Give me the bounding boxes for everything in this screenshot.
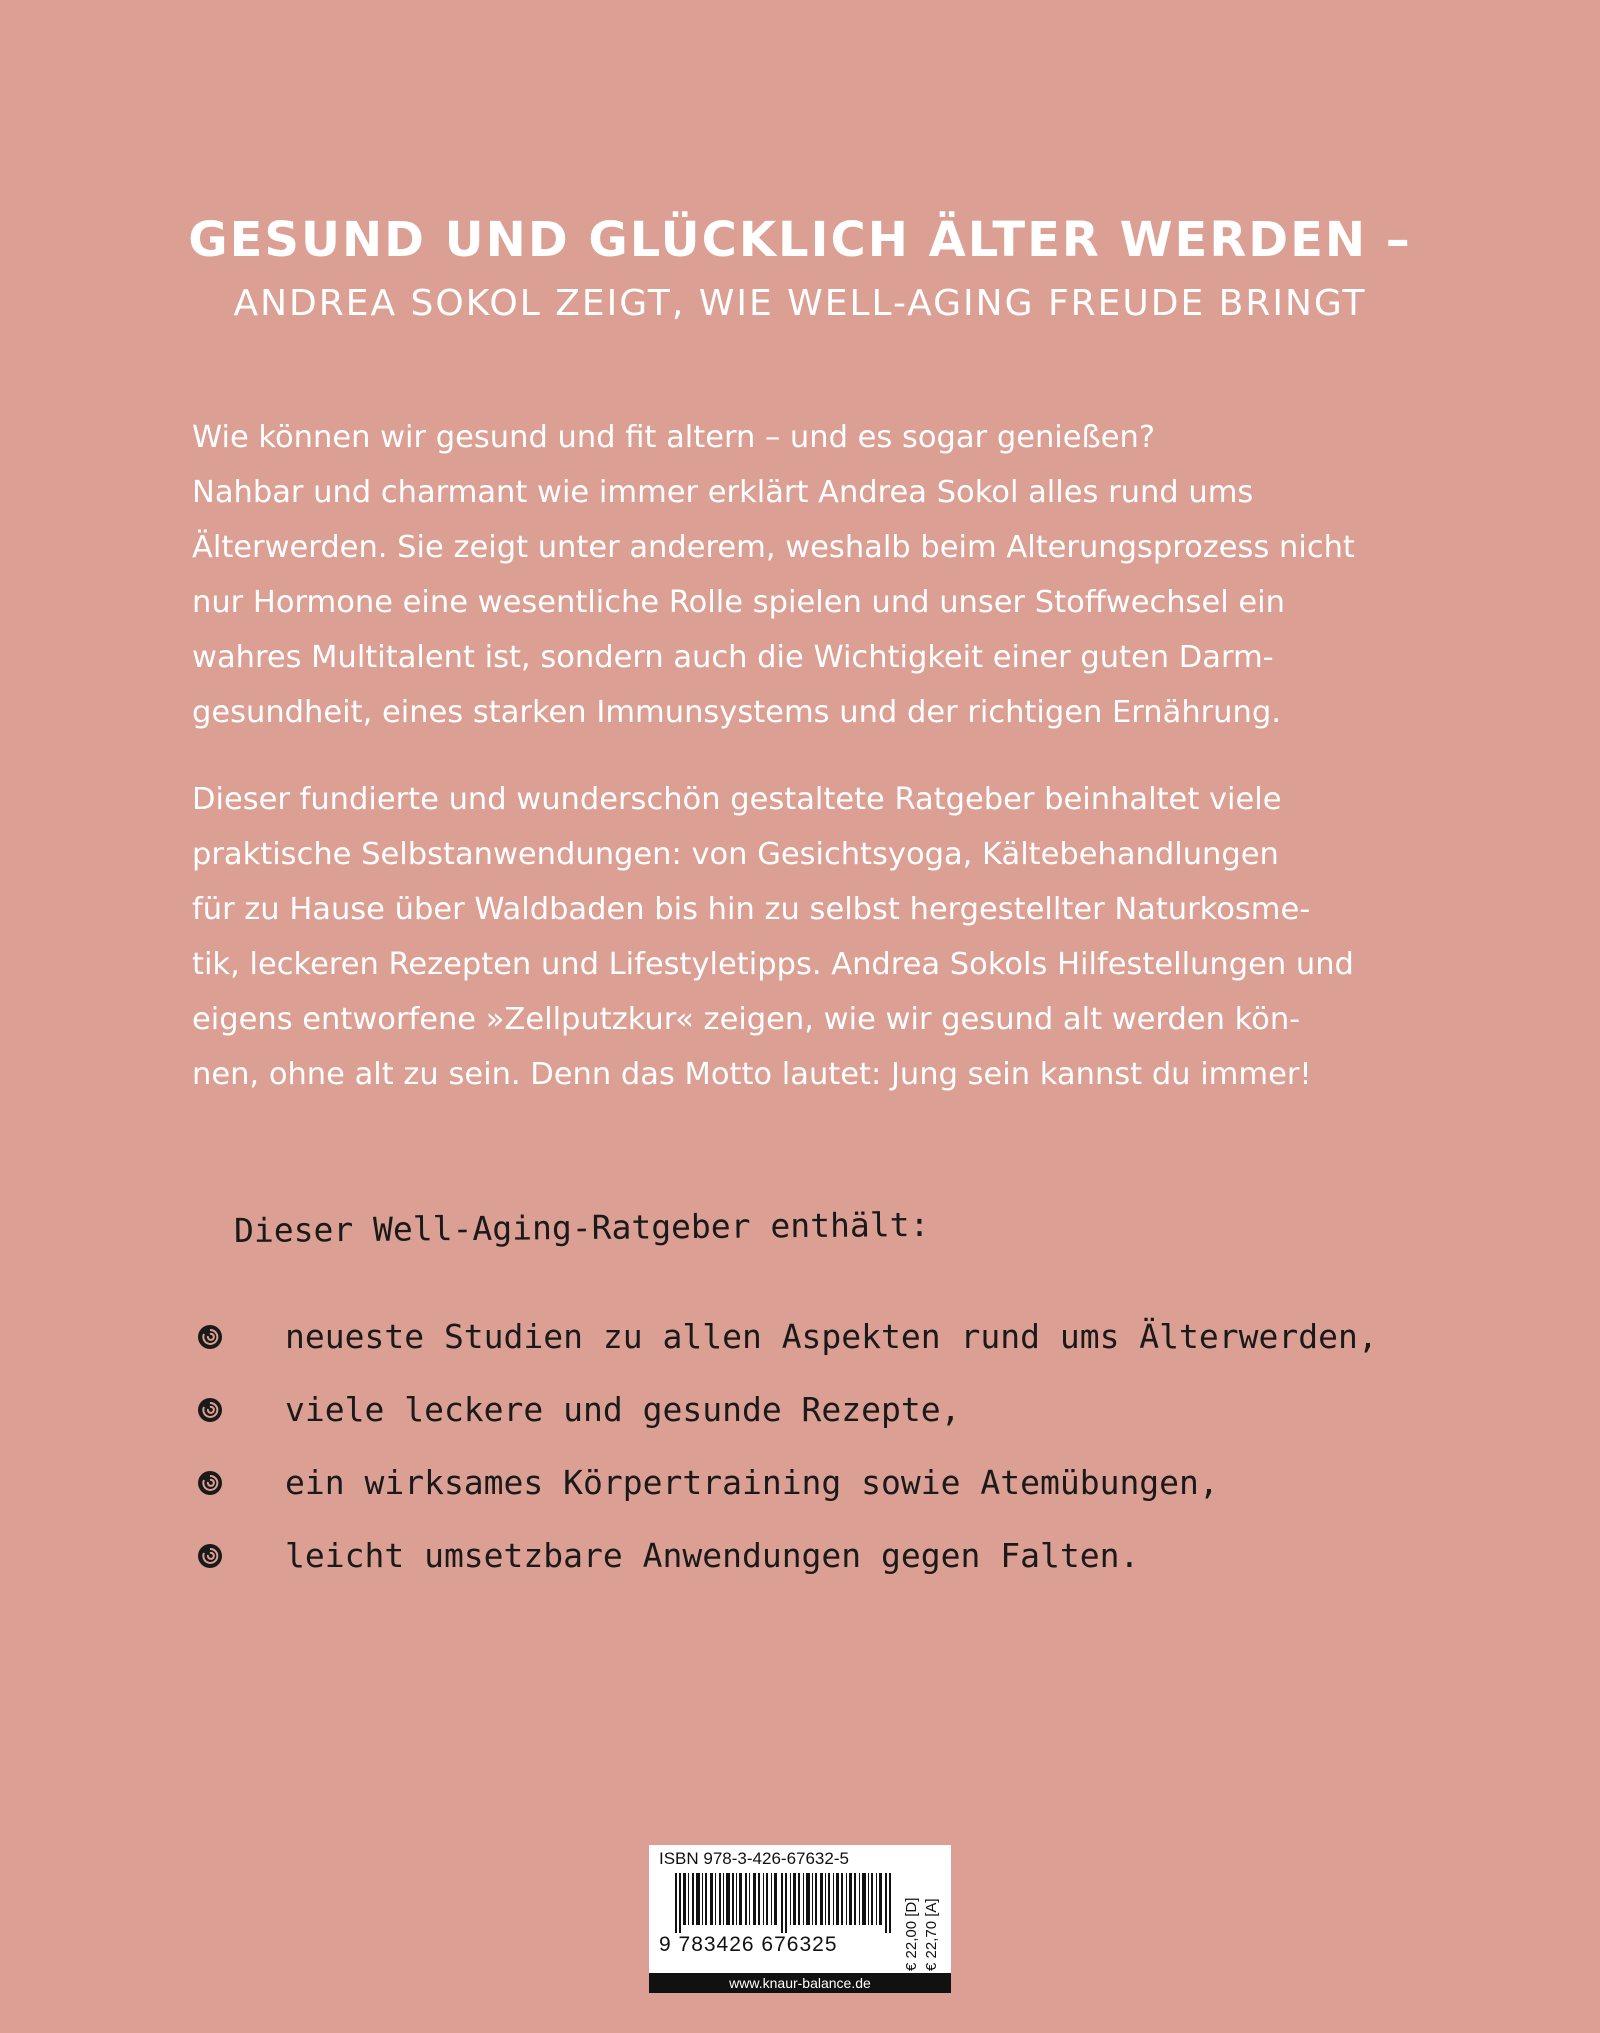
price-block bbox=[899, 1873, 949, 1973]
isbn-label: ISBN 978-3-426-67632-5 bbox=[659, 1849, 849, 1868]
text-line: Nahbar und charmant wie immer erklärt Andrea Sokol alles rund ums bbox=[192, 475, 1254, 510]
list-item-text: leicht umsetzbare Anwendungen gegen Falten. bbox=[285, 1536, 1140, 1575]
contents-list bbox=[195, 1300, 1378, 1592]
list-item bbox=[195, 1519, 1378, 1592]
price-austria: € 22,70 [A] bbox=[923, 1898, 940, 1971]
price-germany: € 22,00 [D] bbox=[903, 1897, 920, 1971]
text-line: nur Hormone eine wesentliche Rolle spielen und unser Stoffwechsel ein bbox=[192, 585, 1285, 620]
list-item-text: neueste Studien zu allen Aspekten rund ums Älterwerden, bbox=[285, 1317, 1378, 1356]
spiral-bullet-icon bbox=[195, 1541, 285, 1571]
text-line: nen, ohne alt zu sein. Denn das Motto lautet: Jung sein kannst du immer! bbox=[192, 1057, 1312, 1092]
headline-title: GESUND UND GLÜCKLICH ÄLTER WERDEN – bbox=[188, 212, 1412, 268]
text-line: gesundheit, eines starken Immunsystems und der richtigen Ernährung. bbox=[192, 695, 1281, 730]
text-line: tik, leckeren Rezepten und Lifestyletipps. Andrea Sokols Hilfestellungen und bbox=[192, 947, 1354, 982]
text-line: wahres Multitalent ist, sondern auch die Wichtigkeit einer guten Darm- bbox=[192, 640, 1274, 675]
headline bbox=[0, 205, 1600, 333]
ean-digits: 9 783426 676325 bbox=[659, 1933, 838, 1956]
spiral-bullet-icon bbox=[195, 1468, 285, 1498]
contents-heading: Dieser Well-Aging-Ratgeber enthält: bbox=[233, 1204, 930, 1251]
list-item-text: ein wirksames Körpertraining sowie Atemübungen, bbox=[285, 1463, 1219, 1502]
text-line: Wie können wir gesund und fit altern – und es sogar genießen? bbox=[192, 420, 1156, 455]
description-paragraph-1 bbox=[192, 410, 1422, 740]
list-item bbox=[195, 1300, 1378, 1373]
text-line: praktische Selbstanwendungen: von Gesichtsyoga, Kältebehandlungen bbox=[192, 837, 1279, 872]
list-item bbox=[195, 1373, 1378, 1446]
list-item-text: viele leckere und gesunde Rezepte, bbox=[285, 1390, 961, 1429]
text-line: Älterwerden. Sie zeigt unter anderem, weshalb beim Alterungsprozess nicht bbox=[192, 530, 1355, 565]
text-line: eigens entworfene »Zellputzkur« zeigen, wie wir gesund alt werden kön- bbox=[192, 1002, 1301, 1037]
publisher-website: www.knaur-balance.de bbox=[649, 1973, 951, 1993]
spiral-bullet-icon bbox=[195, 1322, 285, 1352]
description-paragraph-2 bbox=[192, 772, 1422, 1102]
barcode-icon bbox=[675, 1873, 895, 1933]
headline-subtitle: ANDREA SOKOL ZEIGT, WIE WELL-AGING FREUDE BRINGT bbox=[233, 283, 1367, 324]
spiral-bullet-icon bbox=[195, 1395, 285, 1425]
list-item bbox=[195, 1446, 1378, 1519]
text-line: Dieser fundierte und wunderschön gestaltete Ratgeber beinhaltet viele bbox=[192, 782, 1282, 817]
barcode-box bbox=[649, 1845, 951, 1993]
text-line: für zu Hause über Waldbaden bis hin zu selbst hergestellter Naturkosme- bbox=[192, 892, 1311, 927]
